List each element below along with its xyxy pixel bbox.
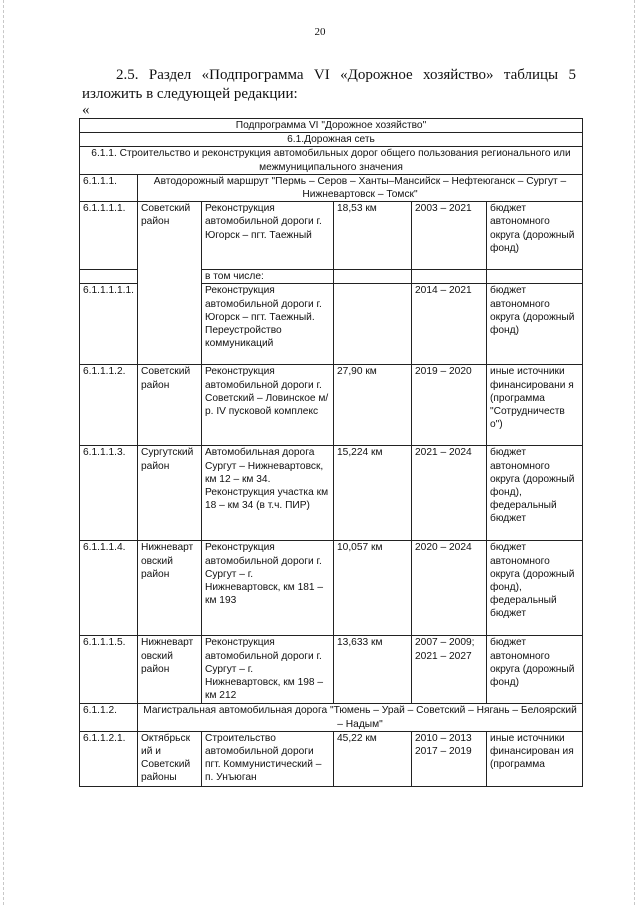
row-number: 6.1.1.1.4. bbox=[80, 541, 138, 636]
row-object: Реконструкция автомобильной дороги г. Советский – Ловинское м/р. IV пусковой комплекс bbox=[202, 365, 334, 446]
row-source: бюджет автономного округа (дорожный фонд) bbox=[487, 284, 583, 365]
row-length: 18,53 км bbox=[334, 202, 412, 270]
intro-line-1: 2.5. Раздел «Подпрограмма VI «Дорожное хозяйство» таблицы 5 bbox=[116, 67, 576, 83]
row-length: 27,90 км bbox=[334, 365, 412, 446]
section-title: 6.1.Дорожная сеть bbox=[80, 133, 583, 147]
row-number: 6.1.1.1.3. bbox=[80, 446, 138, 541]
row-period: 2007 – 2009; 2021 – 2027 bbox=[412, 636, 487, 704]
table-title: Подпрограмма VI "Дорожное хозяйство" bbox=[80, 119, 583, 133]
group-number: 6.1.1.2. bbox=[80, 704, 138, 731]
table-row bbox=[80, 365, 583, 446]
row-period: 2003 – 2021 bbox=[412, 202, 487, 270]
table-row bbox=[80, 541, 583, 636]
row-source: бюджет автономного округа (дорожный фонд), федеральный бюджет bbox=[487, 541, 583, 636]
row-number: 6.1.1.2.1. bbox=[80, 731, 138, 786]
row-source: иные источники финансировани я (программа "Сотрудничеств о") bbox=[487, 365, 583, 446]
group-title: Магистральная автомобильная дорога "Тюмень – Урай – Советский – Нягань – Белоярский – Надым" bbox=[138, 704, 583, 731]
group-number: 6.1.1.1. bbox=[80, 174, 138, 201]
opening-quote-mark: « bbox=[82, 102, 90, 118]
row-number: 6.1.1.1.1.1. bbox=[80, 284, 138, 365]
roads-program-table bbox=[79, 118, 583, 787]
table-row bbox=[80, 202, 583, 270]
row-period: 2019 – 2020 bbox=[412, 365, 487, 446]
row-length: 13,633 км bbox=[334, 636, 412, 704]
row-object: Реконструкция автомобильной дороги г. Сургут – г. Нижневартовск, км 181 – км 193 bbox=[202, 541, 334, 636]
page-number: 20 bbox=[314, 26, 326, 38]
table-row bbox=[80, 636, 583, 704]
row-number: 6.1.1.1.1. bbox=[80, 202, 138, 270]
group-title: Автодорожный маршрут "Пермь – Серов – Ханты–Мансийск – Нефтеюганск – Сургут – Нижневартовск – Томск" bbox=[138, 174, 583, 201]
row-period: 2021 – 2024 bbox=[412, 446, 487, 541]
row-length: 45,22 км bbox=[334, 731, 412, 786]
table-row bbox=[80, 446, 583, 541]
row-district: Нижневарт овский район bbox=[138, 541, 202, 636]
row-district: Советский район bbox=[138, 202, 202, 365]
section-row bbox=[80, 133, 583, 147]
row-number: 6.1.1.1.5. bbox=[80, 636, 138, 704]
row-source: бюджет автономного округа (дорожный фонд) bbox=[487, 202, 583, 270]
row-source: бюджет автономного округа (дорожный фонд), федеральный бюджет bbox=[487, 446, 583, 541]
in-that-number-label: в том числе: bbox=[202, 270, 334, 284]
scan-edge-right bbox=[634, 0, 636, 905]
row-length: 15,224 км bbox=[334, 446, 412, 541]
subsection-row bbox=[80, 147, 583, 174]
intro-paragraph bbox=[82, 66, 576, 104]
row-source: иные источники финансирован ия (программа bbox=[487, 731, 583, 786]
table-title-row bbox=[80, 119, 583, 133]
intro-line-2: изложить в следующей редакции: bbox=[82, 86, 298, 102]
row-object: Реконструкция автомобильной дороги г. Югорск – пгт. Таежный bbox=[202, 202, 334, 270]
row-district: Нижневарт овский район bbox=[138, 636, 202, 704]
group-row bbox=[80, 704, 583, 731]
row-district: Сургутский район bbox=[138, 446, 202, 541]
row-object: Реконструкция автомобильной дороги г. Югорск – пгт. Таежный. Переустройство коммуникаций bbox=[202, 284, 334, 365]
row-object: Строительство автомобильной дороги пгт. Коммунистический – п. Унъюган bbox=[202, 731, 334, 786]
scan-edge-left bbox=[3, 0, 5, 905]
table-row bbox=[80, 731, 583, 786]
row-period: 2020 – 2024 bbox=[412, 541, 487, 636]
row-number: 6.1.1.1.2. bbox=[80, 365, 138, 446]
row-district: Октябрьск ий и Советский районы bbox=[138, 731, 202, 786]
group-row bbox=[80, 174, 583, 201]
row-length: 10,057 км bbox=[334, 541, 412, 636]
row-object: Автомобильная дорога Сургут – Нижневартовск, км 12 – км 34. Реконструкция участка км 18 – км 34 (в т.ч. ПИР) bbox=[202, 446, 334, 541]
row-length bbox=[334, 284, 412, 365]
subsection-title: 6.1.1. Строительство и реконструкция автомобильных дорог общего пользования регионального или межмуниципального значения bbox=[80, 147, 583, 174]
row-district: Советский район bbox=[138, 365, 202, 446]
row-period: 2014 – 2021 bbox=[412, 284, 487, 365]
row-period: 2010 – 2013 2017 – 2019 bbox=[412, 731, 487, 786]
row-object: Реконструкция автомобильной дороги г. Сургут – г. Нижневартовск, км 198 – км 212 bbox=[202, 636, 334, 704]
row-source: бюджет автономного округа (дорожный фонд) bbox=[487, 636, 583, 704]
